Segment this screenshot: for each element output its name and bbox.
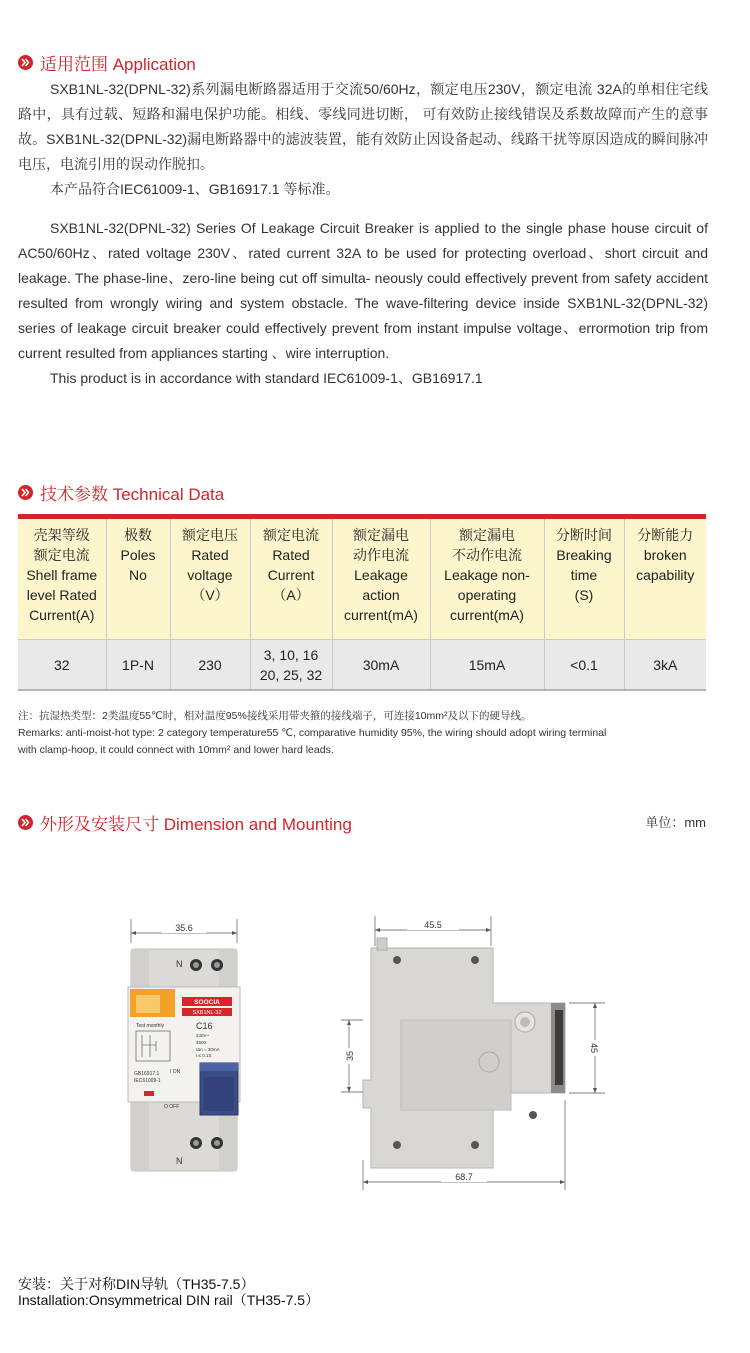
time-label: t ≤ 0.1S	[196, 1053, 212, 1058]
header-rated-voltage: 额定电压 Rated voltage （V）	[170, 519, 250, 640]
rating-label: C16	[196, 1021, 213, 1031]
cn-paragraph-2: 本产品符合IEC61009-1、GB16917.1 等标准。	[50, 181, 340, 197]
front-width-dim: 35.6	[175, 923, 193, 933]
remarks	[18, 708, 718, 759]
side-bottom-width-dim: 68.7	[455, 1172, 473, 1182]
table-header-row	[18, 519, 706, 640]
installation-en: Installation:Onsymmetrical DIN rail（TH35-7.5）	[18, 1292, 320, 1308]
technical-heading	[18, 480, 224, 505]
header-poles: 极数 Poles No	[106, 519, 170, 640]
cell-voltage: 230	[170, 640, 250, 690]
cell-leakage-non-operating: 15mA	[430, 640, 544, 690]
side-left-height-dim: 35	[345, 1050, 355, 1062]
leak-label: IΔn = 30mA	[196, 1047, 220, 1052]
cn-paragraph-1: SXB1NL-32(DPNL-32)系列漏电断路器适用于交流50/60Hz，额定电压230V，额定电流 32A的单相住宅线路中，具有过载、短路和漏电保护功能。相线、零线同进切断， 可有效防止接线错误及系数故障而产生的意事故。SXB1NL-32(DPNL-32)漏电断路器中的滤波装置，能有效防止因设备起动、线路干扰等原因造成的瞬间脉冲电压，电流引用的误动作脱扣。	[18, 81, 708, 172]
technical-title: 技术参数 Technical Data	[40, 485, 225, 504]
installation-note	[18, 1276, 319, 1308]
table-bottom-bar	[18, 689, 706, 691]
header-leakage-non-operating: 额定漏电 不动作电流 Leakage non- operating current(mA)	[430, 519, 544, 640]
voltage-label: 240V~	[196, 1033, 210, 1038]
side-top-width-dim: 45.5	[424, 920, 442, 930]
application-en-text	[18, 216, 708, 391]
cell-poles: 1P-N	[106, 640, 170, 690]
remarks-en-line1: Remarks: anti-moist-hot type: 2 category temperature55 ℃, comparative humidity 95%, the wiring should adopt wiring terminal	[18, 727, 607, 739]
header-broken-capability: 分断能力 broken capability	[624, 519, 706, 640]
capacity-label: 4500	[196, 1040, 207, 1045]
breaker-front-view	[122, 915, 252, 1180]
side-right-height-dim: 45	[589, 1042, 599, 1054]
header-rated-current: 额定电流 Rated Current （A）	[250, 519, 332, 640]
dimension-title: 外形及安装尺寸 Dimension and Mounting	[40, 815, 352, 834]
en-paragraph-1: SXB1NL-32(DPNL-32) Series Of Leakage Circuit Breaker is applied to the single phase house circuit of AC50/60Hz、rated voltage 230V、rated current 32A to be used for protecting overload、short circuit and leakage. The phase-line、zero-line being cut off simulta- neously could effectively prevent from safety accident resulted from wrongly wiring and system obstacle. The wave-filtering device inside SXB1NL-32(DPNL-32) series of leakage circuit breaker could effectively prevent from instant impulse voltage、errormotion trip from current resulted from appliances starting 、wire interruption.	[18, 220, 708, 361]
remarks-cn: 注：抗湿热类型：2类温度55℃时，相对温度95%接线采用带夹箍的接线端子，可连接10mm²及以下的硬导线。	[18, 710, 532, 722]
double-chevron-icon	[18, 815, 33, 830]
cell-leakage-action: 30mA	[332, 640, 430, 690]
cell-broken-capability: 3kA	[624, 640, 706, 690]
header-leakage-action: 额定漏电 动作电流 Leakage action current(mA)	[332, 519, 430, 640]
cell-current: 3, 10, 16 20, 25, 32	[250, 640, 332, 690]
std1-label: GB16917.1	[134, 1071, 160, 1077]
brand-label: SOOCIA	[194, 999, 220, 1006]
cell-frame-current: 32	[18, 640, 106, 690]
breaker-side-view	[333, 910, 613, 1195]
std2-label: IEC61009-1	[134, 1078, 161, 1084]
technical-table	[18, 514, 706, 691]
header-breaking-time: 分断时间 Breaking time (S)	[544, 519, 624, 640]
application-cn-text	[18, 77, 708, 202]
off-label: O OFF	[164, 1104, 180, 1110]
test-label: Test monthly	[136, 1023, 165, 1029]
installation-cn: 安装：关于对称DIN导轨（TH35-7.5）	[18, 1276, 255, 1292]
application-heading	[18, 50, 196, 75]
application-title: 适用范围 Application	[40, 55, 196, 74]
terminal-n-top: N	[176, 959, 183, 969]
double-chevron-icon	[18, 55, 33, 70]
header-frame-current: 壳架等级 额定电流 Shell frame level Rated Current(A)	[18, 519, 106, 640]
table-row	[18, 640, 706, 690]
model-label: SXB1NL-32	[192, 1010, 222, 1016]
on-label: I ON	[170, 1069, 181, 1075]
unit-label: 单位：mm	[645, 815, 706, 830]
remarks-en-line2: with clamp-hoop, it could connect with 10mm² and lower hard leads.	[18, 744, 334, 756]
double-chevron-icon	[18, 485, 33, 500]
en-paragraph-2: This product is in accordance with standard IEC61009-1、GB16917.1	[50, 370, 483, 386]
dimension-heading	[18, 810, 352, 835]
terminal-n-bottom: N	[176, 1156, 183, 1166]
cell-breaking-time: <0.1	[544, 640, 624, 690]
